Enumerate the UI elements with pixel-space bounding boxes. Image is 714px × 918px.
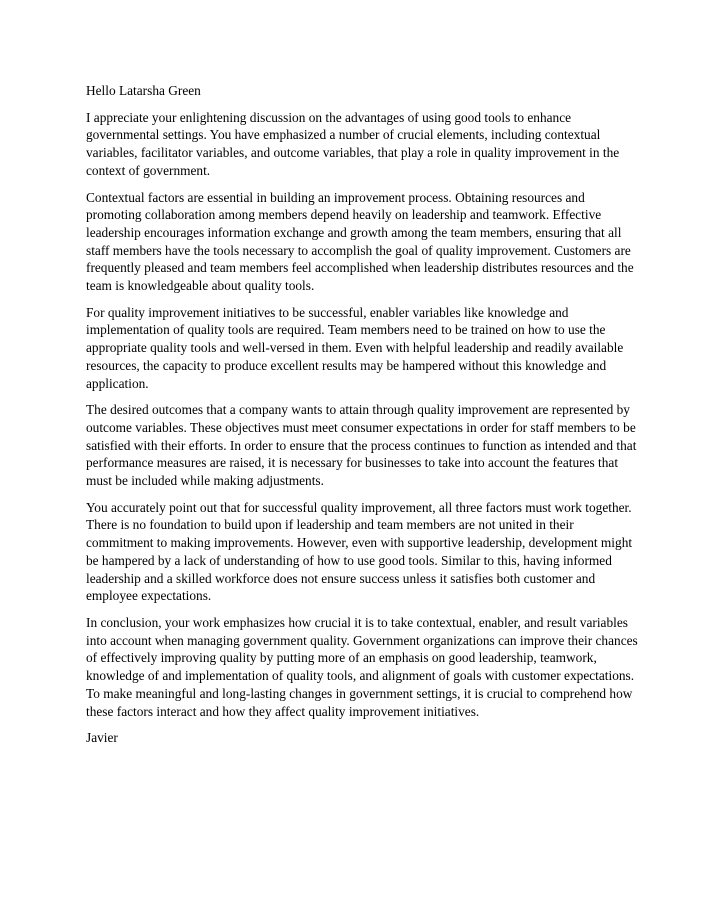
paragraph-three-factors: You accurately point out that for successful quality improvement, all three factors must work together. There is no foundation to build upon if leadership and team members are not united in their commitment to making improvements. However, even with supportive leadership, development might be hampered by a lack of understanding of how to use good tools. Similar to this, having informed leadership and a skilled workforce does not ensure success unless it satisfies both customer and employee expectations. [86,499,633,604]
paragraph-conclusion: In conclusion, your work emphasizes how crucial it is to take contextual, enabler, and result variables into account when managing government quality. Government organizations can improve their chances of effectively improving quality by putting more of an emphasis on good leadership, teamwork, knowledge of and implementation of quality tools, and alignment of goals with customer expectations. To make meaningful and long-lasting changes in government settings, it is crucial to comprehend how these factors interact and how they affect quality improvement initiatives. [86,614,638,719]
greeting-line: Hello Latarsha Green [86,83,201,98]
paragraph-contextual-factors: Contextual factors are essential in building an improvement process. Obtaining resources and promoting collaboration among members depend heavily on leadership and teamwork. Effective leadership encourages information exchange and growth among the team members, ensuring that all staff members have the tools necessary to accomplish the goal of quality improvement. Customers are frequently pleased and team members feel accomplished when leadership distributes resources and the team is knowledgeable about quality tools. [86,189,634,294]
paragraph-intro: I appreciate your enlightening discussion on the advantages of using good tools to enhance governmental settings. You have emphasized a number of crucial elements, including contextual variables, facilitator variables, and outcome variables, that play a role in quality improvement in the context of government. [86,109,620,178]
signature: Javier [86,730,118,746]
paragraph-outcome-variables: The desired outcomes that a company wants to attain through quality improvement are represented by outcome variables. These objectives must meet consumer expectations in order for staff members to be satisfied with their efforts. In order to ensure that the process continues to function as intended and that performance measures are raised, it is necessary for businesses to take into account the features that must be included while making adjustments. [86,402,637,489]
paragraph-enabler-variables: For quality improvement initiatives to be successful, enabler variables like knowledge and implementation of quality tools are required. Team members need to be trained on how to use the appropriate quality tools and well-versed in them. Even with helpful leadership and readily available resources, the capacity to produce excellent results may be hampered without this knowledge and application. [86,304,624,391]
